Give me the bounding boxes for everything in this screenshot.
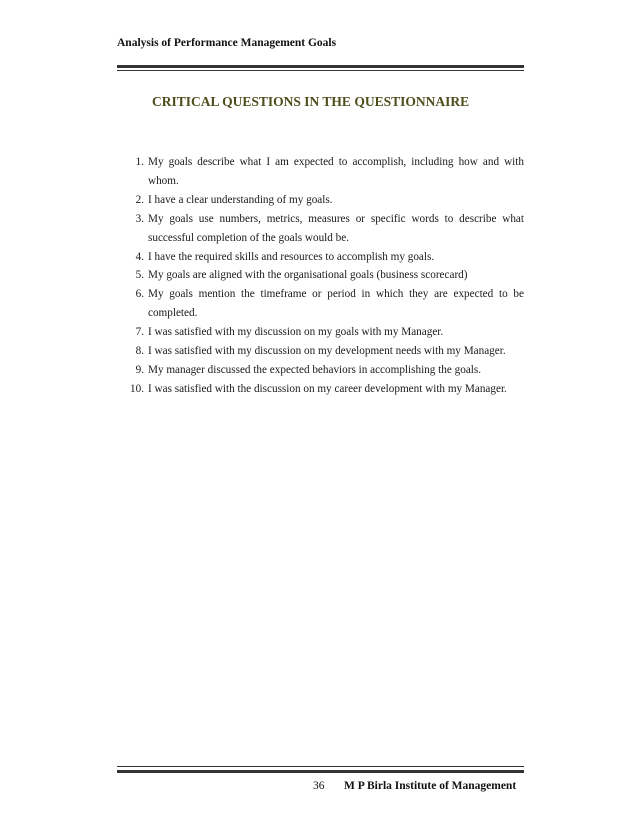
question-text: My goals mention the timeframe or period in which they are expected to be completed. xyxy=(148,288,524,320)
question-number: 8. xyxy=(135,345,144,358)
header-rule-thick xyxy=(117,65,524,68)
question-number: 6. xyxy=(135,288,144,301)
question-text: I have the required skills and resources to accomplish my goals. xyxy=(148,250,435,263)
page-number: 36 xyxy=(313,780,325,792)
question-number: 9. xyxy=(135,363,144,376)
question-text: My goals use numbers, metrics, measures or specific words to describe what successful completion of the goals would be. xyxy=(148,212,524,244)
section-heading: CRITICAL QUESTIONS IN THE QUESTIONNAIRE xyxy=(152,94,470,109)
question-text: My manager discussed the expected behaviors in accomplishing the goals. xyxy=(148,363,482,376)
question-text: I was satisfied with the discussion on my career development with my Manager. xyxy=(148,382,507,395)
question-item-8 xyxy=(118,342,524,361)
footer-institute-name: M P Birla Institute of Management xyxy=(344,780,517,792)
question-item-3 xyxy=(118,210,524,248)
question-text: My goals describe what I am expected to accomplish, including how and with whom. xyxy=(148,156,524,187)
question-item-1 xyxy=(118,153,524,191)
question-number: 7. xyxy=(135,326,144,339)
question-number: 4. xyxy=(135,250,144,263)
question-item-6 xyxy=(118,285,524,323)
question-number: 1. xyxy=(135,156,144,168)
question-item-10 xyxy=(118,380,524,399)
footer-rule-thick xyxy=(117,770,524,773)
question-text: My goals are aligned with the organisational goals (business scorecard) xyxy=(148,269,468,282)
question-item-2 xyxy=(118,191,524,210)
question-item-4 xyxy=(118,248,524,267)
question-text: I have a clear understanding of my goals. xyxy=(148,193,333,206)
question-item-7 xyxy=(118,323,524,342)
question-text: I was satisfied with my discussion on my goals with my Manager. xyxy=(148,326,444,339)
question-text: I was satisfied with my discussion on my development needs with my Manager. xyxy=(148,345,506,358)
question-item-5 xyxy=(118,266,524,285)
question-number: 5. xyxy=(135,269,144,282)
question-number: 2. xyxy=(135,193,144,206)
footer-rule-thin xyxy=(117,766,524,767)
question-item-9 xyxy=(118,361,524,380)
running-header: Analysis of Performance Management Goals xyxy=(117,37,337,49)
header-rule-thin xyxy=(117,70,524,71)
question-number: 10. xyxy=(130,382,144,395)
question-list xyxy=(118,153,524,399)
question-number: 3. xyxy=(135,212,144,225)
